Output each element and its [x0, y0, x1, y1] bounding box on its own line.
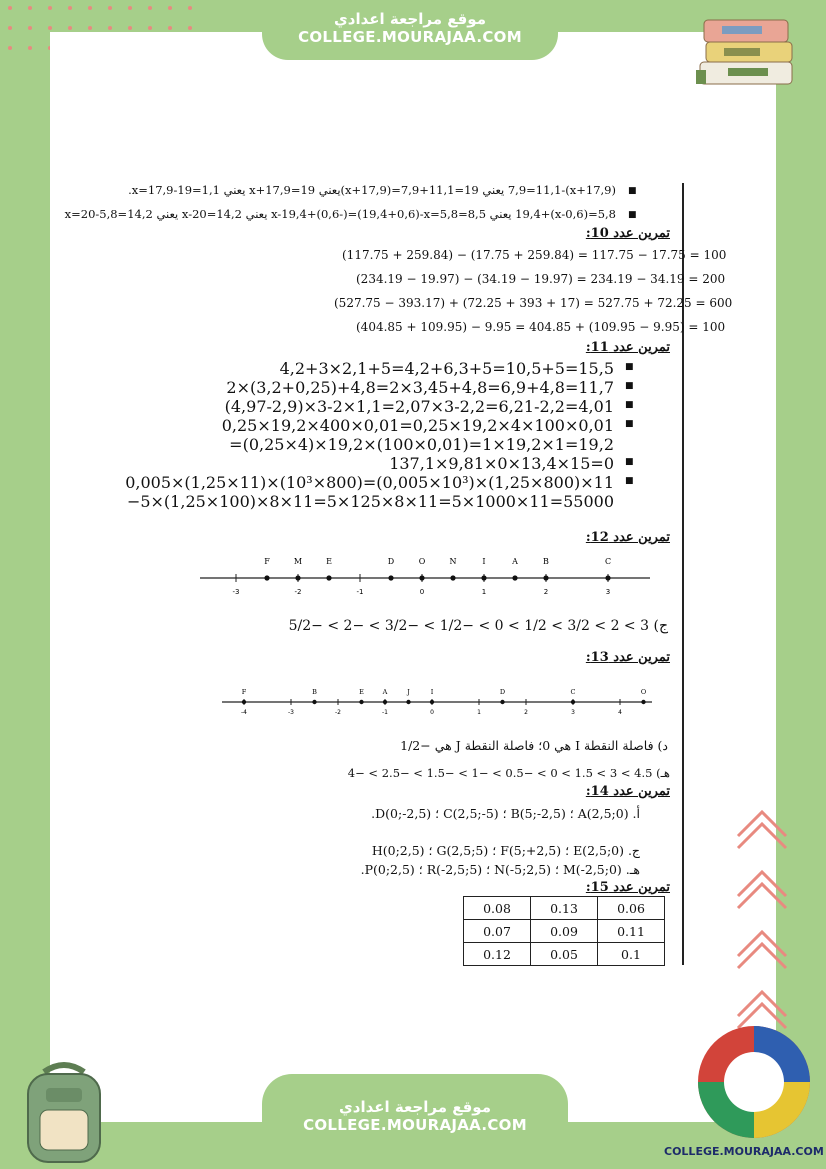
- dot: [148, 6, 152, 10]
- point-label: I: [482, 557, 486, 566]
- point-label: A: [382, 688, 388, 696]
- tick-label: 3: [605, 588, 611, 596]
- point-dot: [312, 700, 316, 704]
- tick-label: 0: [430, 709, 434, 716]
- tick-label: -3: [288, 709, 294, 716]
- table-row: [464, 920, 665, 943]
- ex12-number-line: [198, 552, 658, 600]
- ex11-line: 2×(3,2+0,25)+4,8=2×3,45+4,8=6,9+4,8=11,7: [226, 378, 614, 397]
- site-domain: COLLEGE.MOURAJAA.COM: [298, 28, 522, 46]
- table-cell: 0.09: [531, 920, 598, 943]
- tick-label: 3: [571, 709, 575, 716]
- dot: [28, 6, 32, 10]
- point-label: J: [407, 688, 410, 696]
- ex14-title: تمرين عدد 14:: [585, 784, 670, 799]
- dot: [68, 26, 72, 30]
- dot: [168, 6, 172, 10]
- ex10-title: تمرين عدد 10:: [585, 226, 670, 241]
- dot: [68, 6, 72, 10]
- dot: [88, 26, 92, 30]
- point-label: C: [570, 688, 576, 696]
- ex10-line: (234.19 − 19.97) − (34.19 − 19.97) = 234.19 − 34.19 = 200: [356, 272, 726, 286]
- point-label: B: [312, 688, 317, 696]
- dot: [168, 26, 172, 30]
- point-dot: [264, 575, 269, 580]
- point-dot: [406, 700, 410, 704]
- ex13-line-d: د) فاصلة النقطة I هي 0؛ فاصلة النقطة J هي −1/2: [400, 738, 668, 753]
- ex14-line-h: هـ. M(-2,5;0) ؛ N(-5;2,5) ؛ R(-2,5;5) ؛ P(0;2,5).: [360, 862, 640, 877]
- bullet-icon: ■: [625, 362, 634, 372]
- tick-label: -1: [382, 709, 388, 716]
- bullet-icon: ■: [628, 210, 637, 220]
- ex10-line: (404.85 + 109.95) − 9.95 = 404.85 + (109.95 − 9.95) = 100: [356, 320, 726, 334]
- ex10-line: (527.75 − 393.17) + (72.25 + 393 + 17) = 527.75 + 72.25 = 600: [334, 296, 733, 310]
- ex12-title: تمرين عدد 12:: [585, 530, 670, 545]
- dot: [148, 26, 152, 30]
- ex15-title: تمرين عدد 15:: [585, 880, 670, 895]
- table-row: [464, 897, 665, 920]
- logo-domain: COLLEGE.MOURAJAA.COM: [664, 1145, 824, 1158]
- ex13-number-line: [220, 682, 660, 722]
- point-dot: [295, 575, 300, 580]
- tick-label: 1: [477, 709, 481, 716]
- site-name: موقع مراجعة اعدادي: [334, 10, 486, 28]
- dot: [28, 46, 32, 50]
- point-dot: [359, 700, 363, 704]
- dot: [128, 26, 132, 30]
- table-cell: 0.11: [598, 920, 665, 943]
- dot: [188, 26, 192, 30]
- chevrons-decoration: [734, 792, 790, 1052]
- point-label: B: [543, 557, 549, 566]
- ex11-line: 4,2+3×2,1+5=4,2+6,3+5=10,5+5=15,5: [279, 359, 614, 378]
- tick-label: -4: [241, 709, 247, 716]
- point-dot: [419, 575, 424, 580]
- tick-label: 0: [419, 588, 425, 596]
- table-cell: 0.12: [464, 943, 531, 966]
- point-dot: [512, 575, 517, 580]
- ex15-table: [463, 896, 665, 966]
- tick-label: 2: [543, 588, 549, 596]
- table-cell: 0.05: [531, 943, 598, 966]
- point-dot: [430, 700, 434, 704]
- point-dot: [571, 700, 575, 704]
- point-label: D: [499, 688, 506, 696]
- dot: [108, 6, 112, 10]
- table-cell: 0.13: [531, 897, 598, 920]
- ex13-title: تمرين عدد 13:: [585, 650, 670, 665]
- ex11-line: =(0,25×4)×19,2×(100×0,01)=1×19,2×1=19,2: [229, 435, 614, 454]
- backpack-icon: [14, 1058, 114, 1164]
- dot: [48, 6, 52, 10]
- point-label: O: [418, 557, 426, 566]
- table-cell: 0.07: [464, 920, 531, 943]
- dot: [8, 46, 12, 50]
- point-label: E: [326, 557, 332, 566]
- dot: [188, 6, 192, 10]
- ex11-line: 137,1×9,81×0×13,4×15=0: [389, 454, 614, 473]
- tick-label: 2: [524, 709, 528, 716]
- point-label: E: [359, 688, 364, 696]
- point-label: D: [387, 557, 395, 566]
- point-label: I: [430, 688, 434, 696]
- table-cell: 0.06: [598, 897, 665, 920]
- header-banner[interactable]: [262, 0, 558, 60]
- dot: [28, 26, 32, 30]
- bullet-icon: ■: [625, 457, 634, 467]
- tick-label: -2: [294, 588, 302, 596]
- ex11-line: −5×(1,25×100)×8×11=5×125×8×11=5×1000×11=55000: [126, 492, 614, 511]
- ex11-line: (4,97-2,9)×3-2×1,1=2,07×3-2,2=6,21-2,2=4,01: [224, 397, 614, 416]
- table-cell: 0.08: [464, 897, 531, 920]
- point-dot: [450, 575, 455, 580]
- ex14-line-a: أ. A(2,5;0) ؛ B(5;-2,5) ؛ C(2,5;-5) ؛ D(0;-2,5).: [371, 806, 640, 821]
- point-dot: [500, 700, 504, 704]
- dot: [48, 26, 52, 30]
- ex11-line: 0,005×(1,25×11)×(10³×800)=(0,005×10³)×(1,25×800)×11: [125, 473, 614, 492]
- point-dot: [242, 700, 246, 704]
- bullet-icon: ■: [628, 186, 637, 196]
- dot: [108, 26, 112, 30]
- site-name: موقع مراجعة اعدادي: [339, 1098, 491, 1116]
- ex11-title: تمرين عدد 11:: [585, 340, 670, 355]
- tick-label: -1: [356, 588, 364, 596]
- dot: [8, 26, 12, 30]
- table-row: [464, 943, 665, 966]
- bullet-icon: ■: [625, 476, 634, 486]
- dot: [128, 6, 132, 10]
- bullet-icon: ■: [625, 419, 634, 429]
- point-label: C: [604, 557, 612, 566]
- ex14-line-j: ج. E(2,5;0) ؛ F(5;+2,5) ؛ G(2,5;5) ؛ H(0;2,5): [371, 843, 640, 858]
- dot: [88, 6, 92, 10]
- table-cell: 0.1: [598, 943, 665, 966]
- tick-label: 1: [481, 588, 487, 596]
- ex12-inequality: ج) 3 > 2 > 3/2 > 1/2 > 0 > −1/2 > −3/2 > −2 > −5/2: [288, 618, 668, 634]
- point-dot: [481, 575, 486, 580]
- point-label: F: [241, 688, 247, 696]
- point-dot: [543, 575, 548, 580]
- ex9-line-2: 5,8=(0,6-x)+19,4 يعني 8,5=x-19,4+(0,6-)=(19,4+0,6)-x=5,8 يعني x-20=14,2 يعني x=20-5,8=14,2: [64, 207, 616, 221]
- footer-banner[interactable]: [262, 1074, 568, 1169]
- site-domain: COLLEGE.MOURAJAA.COM: [303, 1116, 527, 1134]
- tick-label: 4: [618, 709, 622, 716]
- dot: [8, 6, 12, 10]
- point-dot: [388, 575, 393, 580]
- site-logo-icon: [694, 1022, 814, 1142]
- ex11-line: 0,25×19,2×400×0,01=0,25×19,2×4×100×0,01: [221, 416, 614, 435]
- ex9-line-1: (x+17,9)-7,9=11,1 يعني 19=11,1+7,9=(x+17,9)يعني 19=x+17,9 يعني 1,1=19-17,9=x.: [128, 183, 616, 197]
- point-label: M: [293, 557, 303, 566]
- point-label: A: [512, 557, 518, 566]
- tick-label: -2: [335, 709, 341, 716]
- point-dot: [641, 700, 645, 704]
- point-dot: [383, 700, 387, 704]
- point-label: O: [640, 688, 647, 696]
- ex10-line: (117.75 + 259.84) − (17.75 + 259.84) = 117.75 − 17.75 = 100: [342, 248, 727, 262]
- tick-label: -3: [232, 588, 240, 596]
- point-label: N: [449, 557, 457, 566]
- point-dot: [605, 575, 610, 580]
- point-dot: [326, 575, 331, 580]
- bullet-icon: ■: [625, 381, 634, 391]
- bullet-icon: ■: [625, 400, 634, 410]
- ex13-line-h: هـ) 4.5 > 3 > 1.5 > 0 > −0.5 > −1 > −1.5 > −2.5 > −4: [347, 766, 670, 780]
- books-icon: [694, 12, 800, 94]
- point-label: F: [264, 557, 270, 566]
